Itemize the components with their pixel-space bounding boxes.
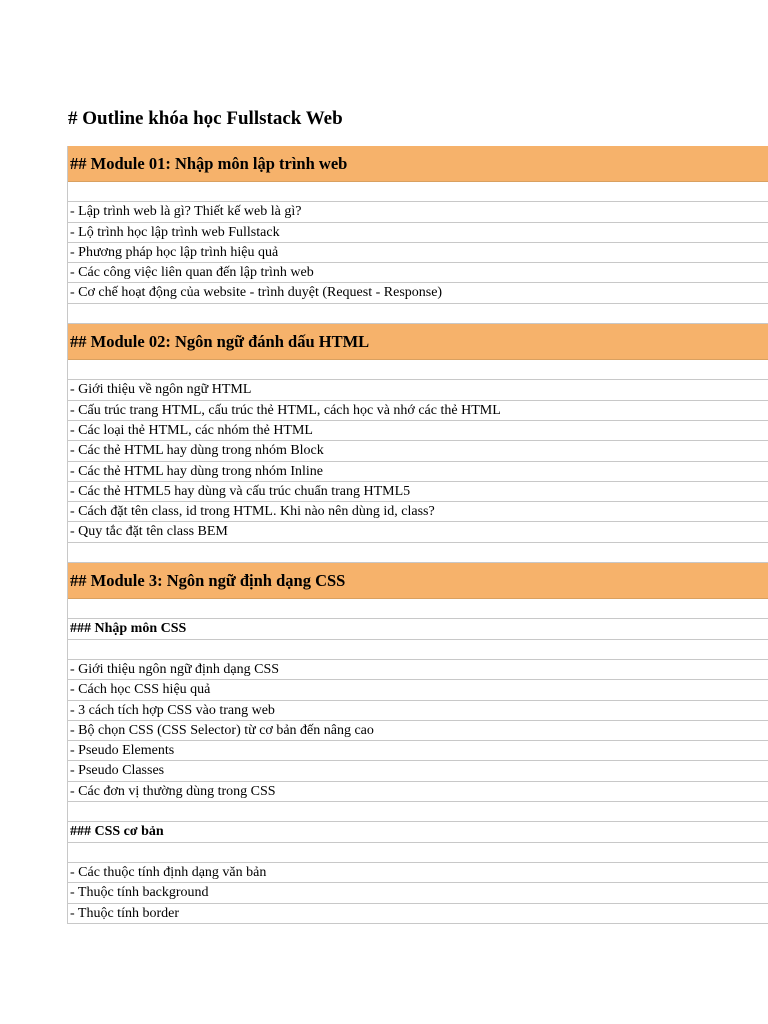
outline-item: - Giới thiệu về ngôn ngữ HTML [68, 380, 768, 400]
blank-row [68, 182, 768, 202]
blank-row [68, 360, 768, 380]
outline-item: - Bộ chọn CSS (CSS Selector) từ cơ bản đến nâng cao [68, 721, 768, 741]
outline-item: - Thuộc tính border [68, 904, 768, 924]
blank-row [68, 802, 768, 822]
outline-item: - Cách đặt tên class, id trong HTML. Khi nào nên dùng id, class? [68, 502, 768, 522]
outline-item: - Pseudo Elements [68, 741, 768, 761]
outline-item: - Thuộc tính background [68, 883, 768, 903]
module-heading: ## Module 3: Ngôn ngữ định dạng CSS [68, 563, 768, 599]
outline-item: - Lập trình web là gì? Thiết kế web là gì? [68, 202, 768, 222]
outline-item: - Lộ trình học lập trình web Fullstack [68, 223, 768, 243]
outline-item: - Các loại thẻ HTML, các nhóm thẻ HTML [68, 421, 768, 441]
module-heading: ## Module 02: Ngôn ngữ đánh dấu HTML [68, 324, 768, 360]
outline-item: - Các thẻ HTML hay dùng trong nhóm Inline [68, 462, 768, 482]
outline-item: - Các thẻ HTML hay dùng trong nhóm Block [68, 441, 768, 461]
blank-row [68, 640, 768, 660]
blank-row [68, 843, 768, 863]
outline-item: - Cách học CSS hiệu quả [68, 680, 768, 700]
outline-item: - Các thuộc tính định dạng văn bản [68, 863, 768, 883]
blank-row [68, 304, 768, 324]
blank-row [68, 543, 768, 563]
module-heading: ## Module 01: Nhập môn lập trình web [68, 146, 768, 182]
outline-item: - Các thẻ HTML5 hay dùng và cấu trúc chuẩn trang HTML5 [68, 482, 768, 502]
outline-item: - Phương pháp học lập trình hiệu quả [68, 243, 768, 263]
outline-item: - Các đơn vị thường dùng trong CSS [68, 782, 768, 802]
outline-item: - Các công việc liên quan đến lập trình web [68, 263, 768, 283]
outline-table [67, 146, 768, 924]
outline-item: - Pseudo Classes [68, 761, 768, 781]
section-heading: ### Nhập môn CSS [68, 619, 768, 639]
outline-item: - Cơ chế hoạt động của website - trình duyệt (Request - Response) [68, 283, 768, 303]
blank-row [68, 599, 768, 619]
outline-item: - Quy tắc đặt tên class BEM [68, 522, 768, 542]
outline-item: - Giới thiệu ngôn ngữ định dạng CSS [68, 660, 768, 680]
outline-item: - 3 cách tích hợp CSS vào trang web [68, 701, 768, 721]
outline-item: - Cấu trúc trang HTML, cấu trúc thẻ HTML, cách học và nhớ các thẻ HTML [68, 401, 768, 421]
section-heading: ### CSS cơ bản [68, 822, 768, 842]
document-title: # Outline khóa học Fullstack Web [68, 108, 343, 129]
